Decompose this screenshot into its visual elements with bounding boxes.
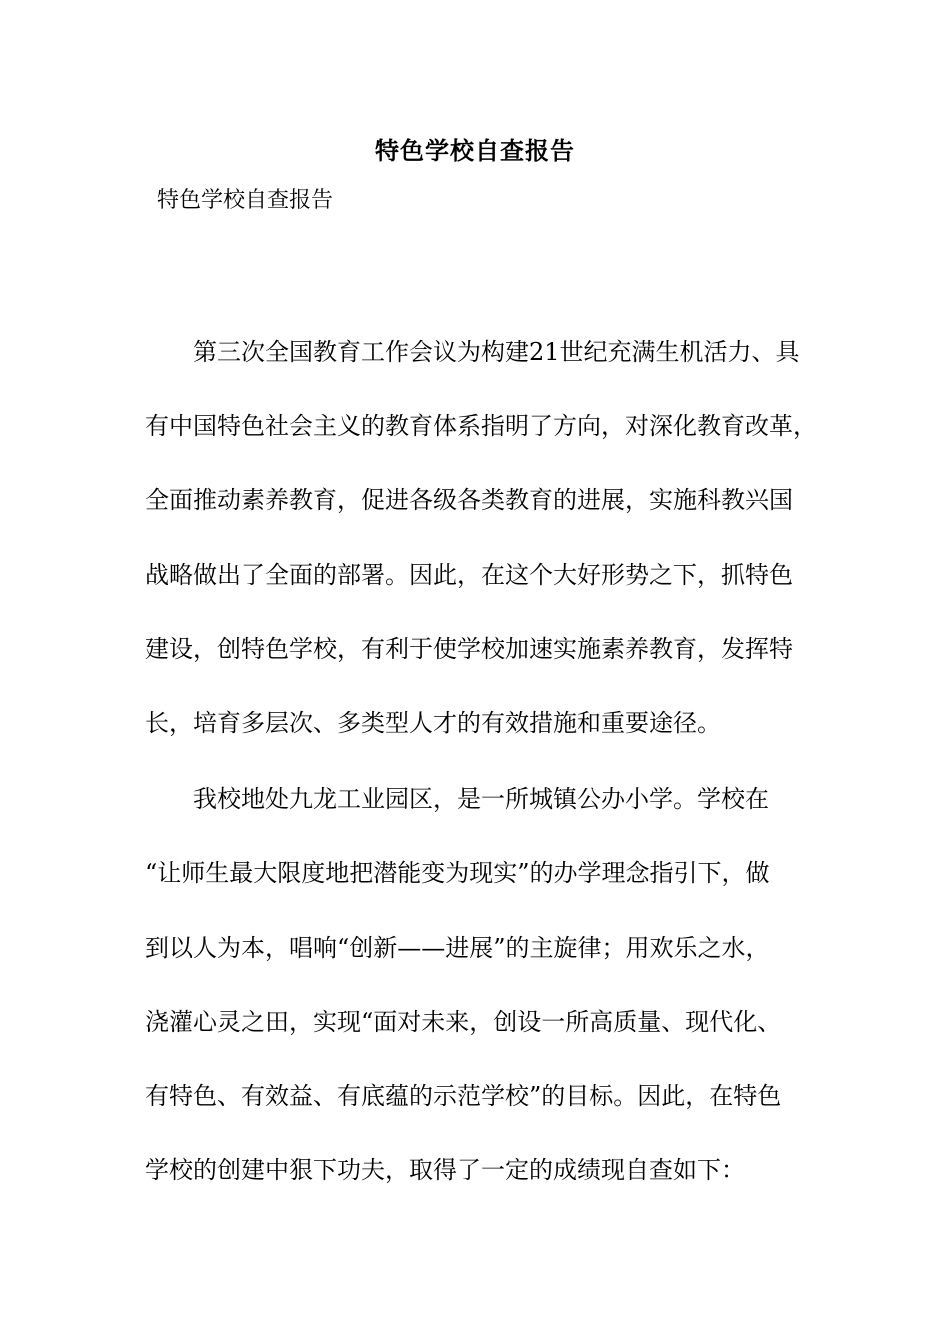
paragraph-line: 战略做出了全面的部署。因此，在这个大好形势之下，抓特色 <box>145 561 793 589</box>
document-title: 特色学校自查报告 <box>375 136 575 165</box>
document-subtitle: 特色学校自查报告 <box>157 188 334 213</box>
paragraph-line: 全面推动素养教育，促进各级各类教育的进展，实施科教兴国 <box>145 486 793 514</box>
paragraph-line: 建设，创特色学校，有利于使学校加速实施素养教育，发挥特 <box>145 635 793 663</box>
paragraph-line: 长，培育多层次、多类型人才的有效措施和重要途径。 <box>145 709 721 737</box>
paragraph-line: 有中国特色社会主义的教育体系指明了方向，对深化教育改革， <box>145 412 817 440</box>
paragraph-line: 我校地处九龙工业园区，是一所城镇公办小学。学校在 <box>193 785 769 813</box>
paragraph-line: 到以人为本，唱响“创新——进展”的主旋律；用欢乐之水， <box>145 934 770 962</box>
paragraph-line: 第三次全国教育工作会议为构建21世纪充满生机活力、具 <box>193 338 800 366</box>
paragraph-line: 浇灌心灵之田，实现“面对未来，创设一所高质量、现代化、 <box>145 1008 782 1036</box>
paragraph-line: 有特色、有效益、有底蕴的示范学校”的目标。因此，在特色 <box>145 1082 782 1110</box>
paragraph-line: “让师生最大限度地把潜能变为现实”的办学理念指引下，做 <box>145 859 770 887</box>
paragraph-line: 学校的创建中狠下功夫，取得了一定的成绩现自查如下： <box>145 1156 745 1184</box>
